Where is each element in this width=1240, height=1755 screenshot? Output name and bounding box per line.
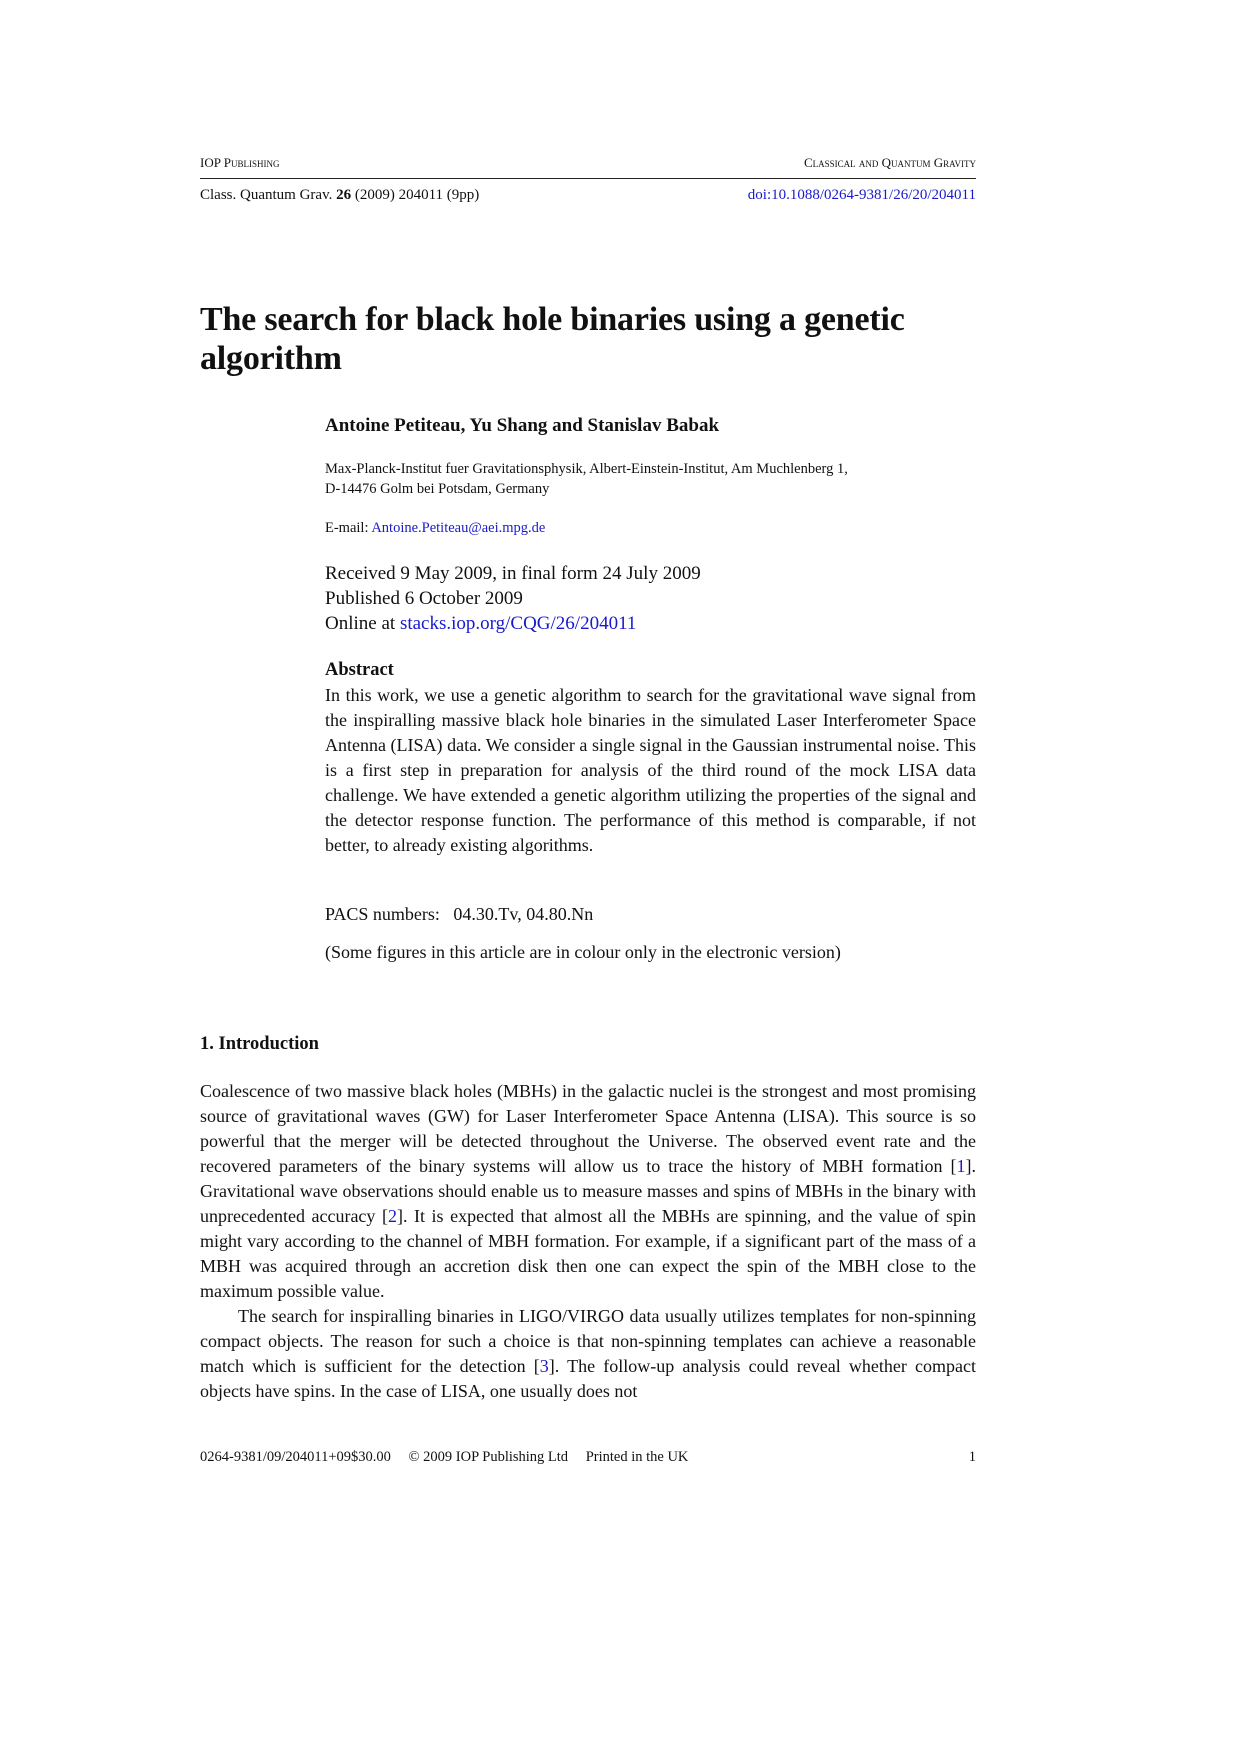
page-number: 1 xyxy=(968,1449,976,1465)
journal-citation: Class. Quantum Grav. 26 (2009) 204011 (9pp) xyxy=(200,187,480,203)
paper-title: The search for black hole binaries using a genetic algorithm xyxy=(200,301,905,377)
journal-name: Classical and Quantum Gravity xyxy=(803,155,976,170)
doi-link[interactable]: doi:10.1088/0264-9381/26/20/204011 xyxy=(747,187,976,203)
reference-link-1[interactable]: 1 xyxy=(956,1156,966,1176)
published-date: Published 6 October 2009 xyxy=(325,588,523,609)
issn-price: 0264-9381/09/204011+09$30.00 xyxy=(200,1449,391,1465)
received-date: Received 9 May 2009, in final form 24 July 2009 xyxy=(325,563,701,584)
email-line: E-mail: Antoine.Petiteau@aei.mpg.de xyxy=(325,520,546,536)
authors: Antoine Petiteau, Yu Shang and Stanislav Babak xyxy=(325,415,720,436)
reference-link-2[interactable]: 2 xyxy=(387,1206,397,1226)
paragraph: Coalescence of two massive black holes (MBHs) in the galactic nuclei is the strongest and most promising source of gravitational waves (GW) for Laser Interferometer Space Antenna (LISA). This source is so powerful that the merger will be detected throughout the Universe. The observed event rate and the recovered parameters of the binary systems will allow us to trace the history of MBH formation [1]. Gravitational wave observations should enable us to measure masses and spins of MBHs in the binary with unprecedented accuracy [2]. It is expected that almost all the MBHs are spinning, and the value of spin might vary according to the channel of MBH formation. For example, if a significant part of the mass of a MBH was acquired through an accretion disk then one can expect the spin of the MBH close to the maximum possible value. xyxy=(200,1081,976,1301)
paragraph: The search for inspiralling binaries in LIGO/VIRGO data usually utilizes templates for non-spinning compact objects. The reason for such a choice is that non-spinning templates can achieve a reasonable match which is sufficient for the detection [3]. The follow-up analysis could reveal whether compact objects have spins. In the case of LISA, one usually does not xyxy=(200,1306,976,1401)
reference-link-3[interactable]: 3 xyxy=(539,1356,549,1376)
running-head xyxy=(200,155,976,171)
page-footer xyxy=(200,1449,976,1466)
online-line: Online at stacks.iop.org/CQG/26/204011 xyxy=(325,613,637,634)
citation-line xyxy=(200,187,976,204)
abstract xyxy=(325,658,976,858)
copyright: © 2009 IOP Publishing Ltd xyxy=(408,1449,569,1465)
affiliation: Max-Planck-Institut fuer Gravitationsphysik, Albert-Einstein-Institut, Am Muchlenberg 1, D-14476 Golm bei Potsdam, Germany xyxy=(325,461,848,497)
pacs-numbers: PACS numbers: 04.30.Tv, 04.80.Nn xyxy=(325,904,594,924)
header-rule xyxy=(200,178,976,179)
publisher-name: IOP Publishing xyxy=(200,155,280,170)
introduction-body xyxy=(200,1079,976,1404)
publication-dates xyxy=(325,561,976,636)
colour-note: (Some figures in this article are in colour only in the electronic version) xyxy=(325,942,841,962)
abstract-text: In this work, we use a genetic algorithm to search for the gravitational wave signal from the inspiralling massive black hole binaries in the simulated Laser Interferometer Space Antenna (LISA) data. We consider a single signal in the Gaussian instrumental noise. This is a first step in preparation for analysis of the third round of the mock LISA data challenge. We have extended a genetic algorithm utilizing the properties of the signal and the detector response function. The performance of this method is comparable, if not better, to already existing algorithms. xyxy=(325,685,976,855)
abstract-heading: Abstract xyxy=(325,660,394,680)
printed-in: Printed in the UK xyxy=(585,1449,689,1465)
section-heading-introduction: 1. Introduction xyxy=(200,1034,319,1054)
email-link[interactable]: Antoine.Petiteau@aei.mpg.de xyxy=(371,520,546,536)
online-link[interactable]: stacks.iop.org/CQG/26/204011 xyxy=(399,613,637,634)
